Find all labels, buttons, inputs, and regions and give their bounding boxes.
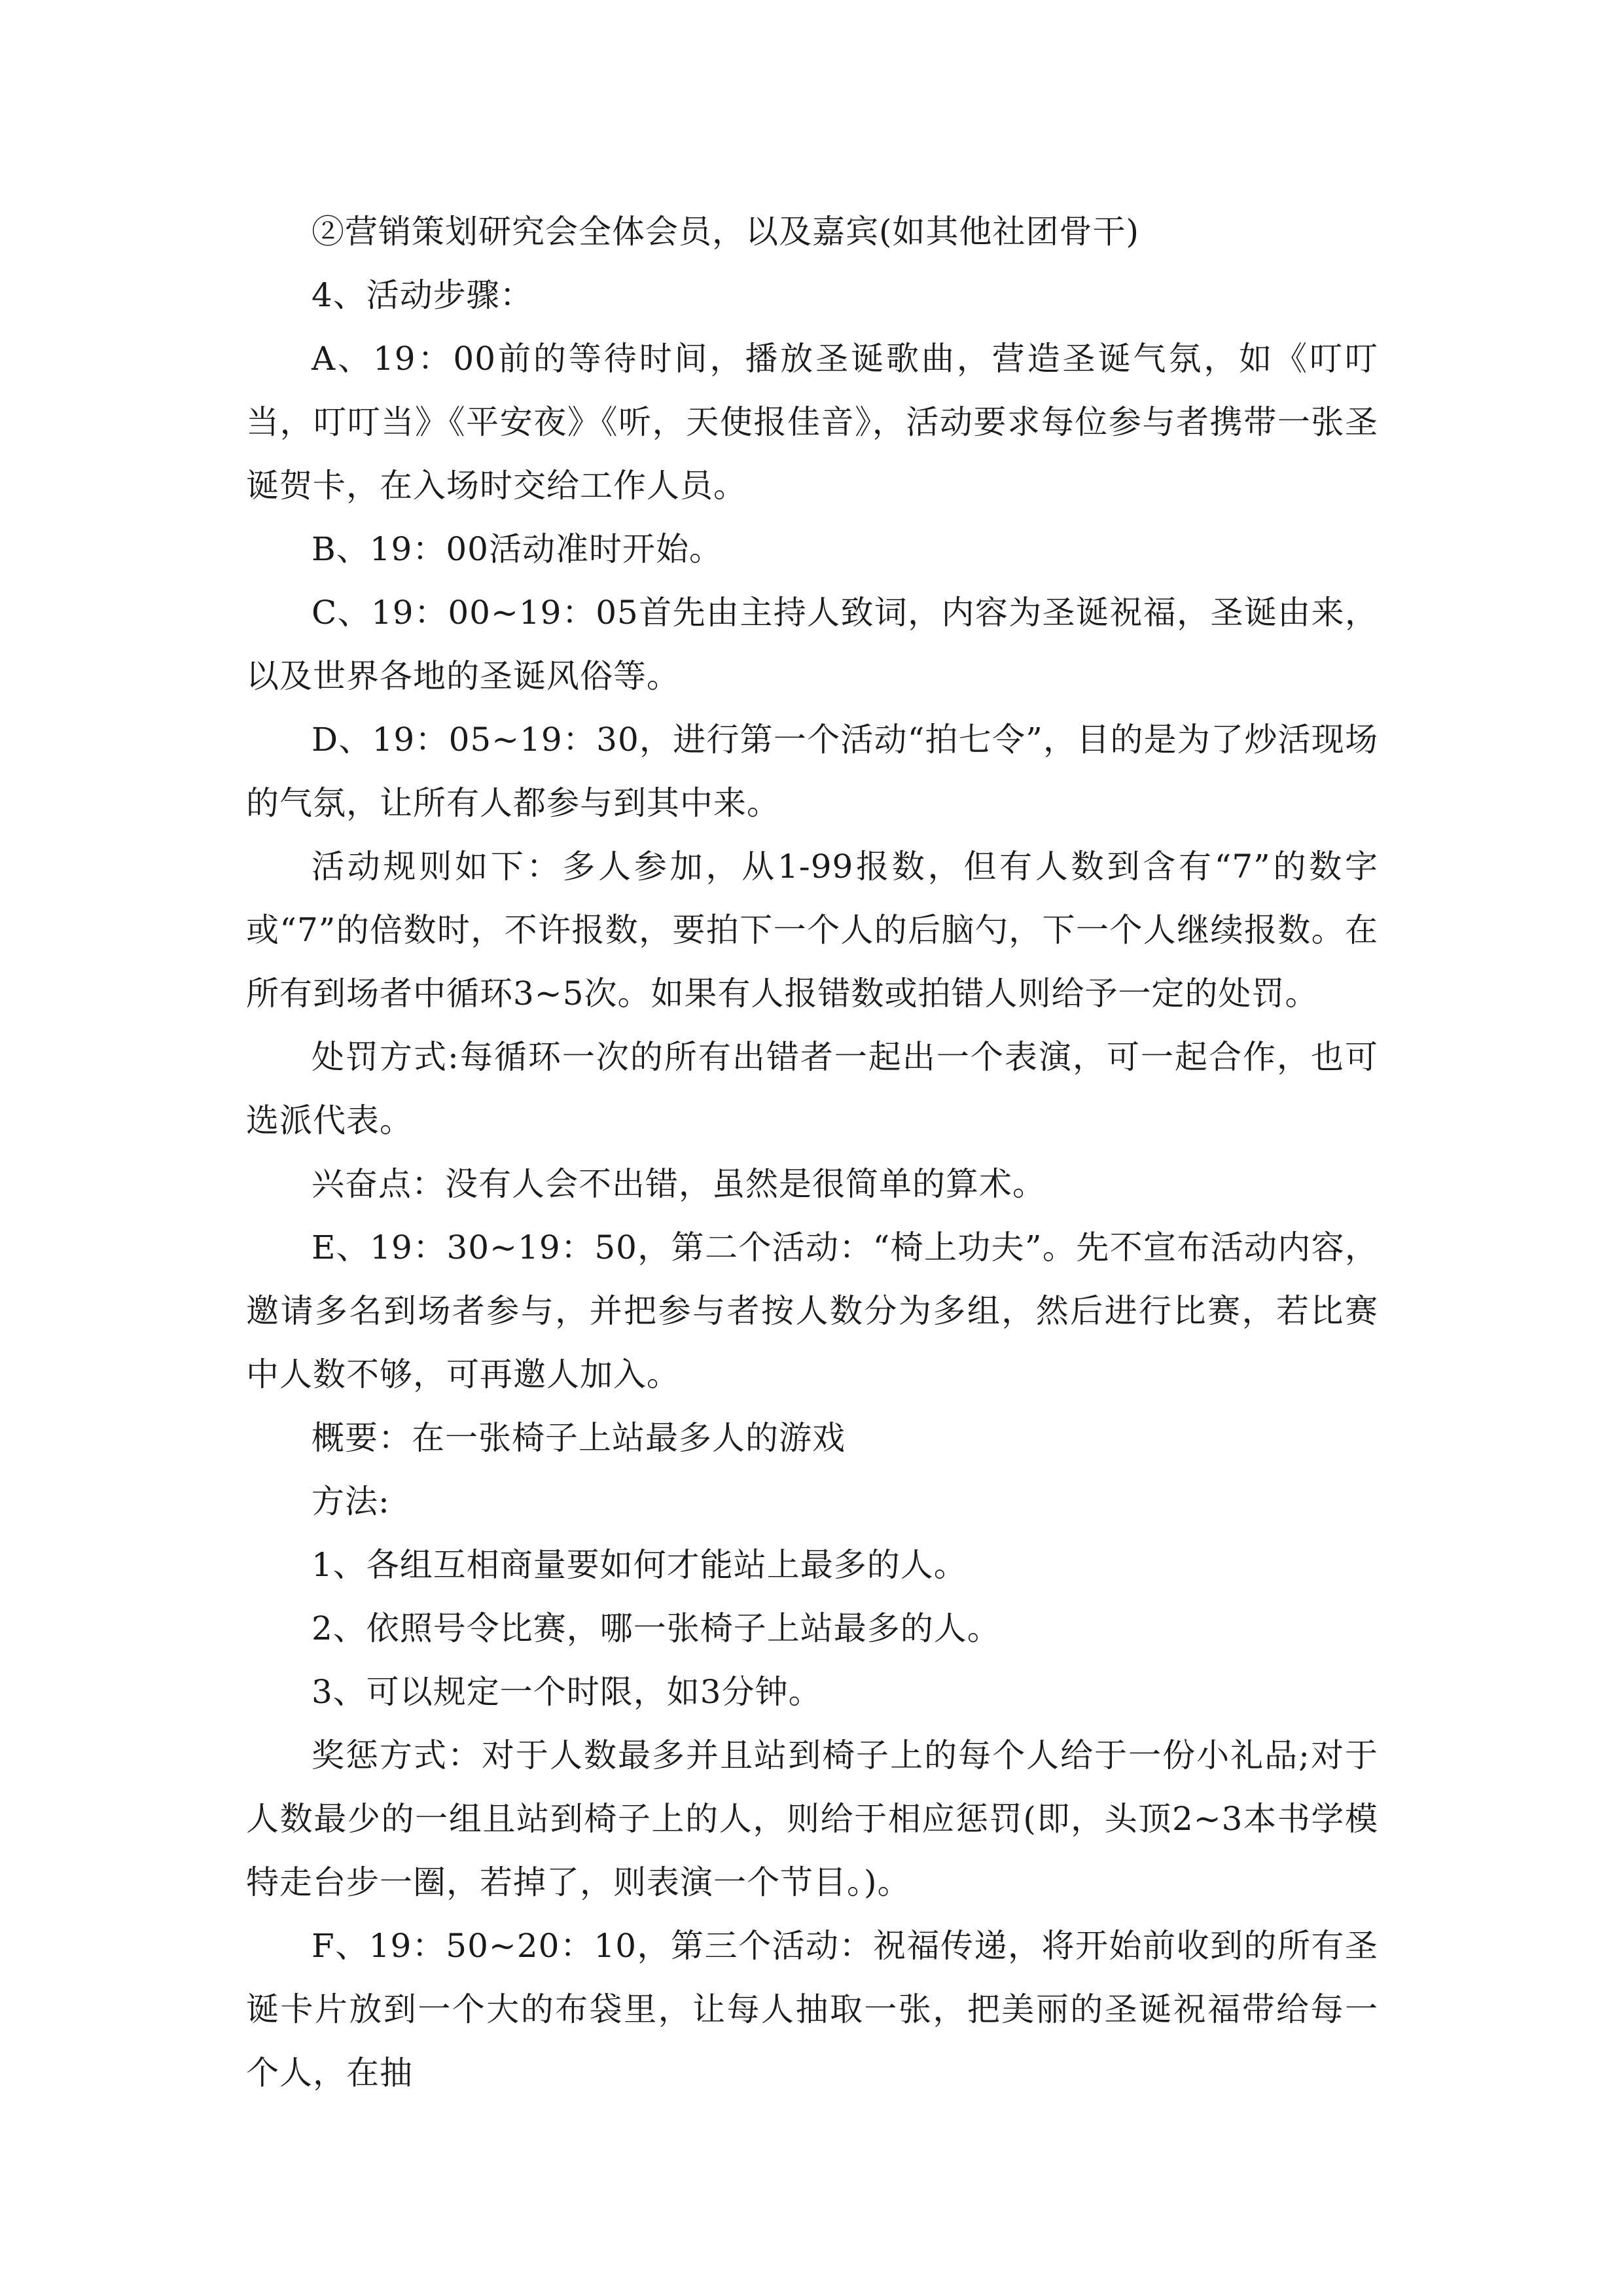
paragraph-method-1: 1、各组互相商量要如何才能站上最多的人。 (312, 1546, 967, 1584)
paragraph-method-heading: 方法: (312, 1482, 390, 1520)
paragraph-step-d: D、19：05~19：30，进行第一个活动“拍七令”，目的是为了炒活现场的气氛，让所有人都参与到其中来。 (246, 721, 1378, 822)
paragraph-method-3: 3、可以规定一个时限，如3分钟。 (312, 1673, 822, 1711)
paragraph-highlight: 兴奋点：没有人会不出错，虽然是很简单的算术。 (312, 1165, 1046, 1203)
paragraph-penalty: 处罚方式:每循环一次的所有出错者一起出一个表演，可一起合作，也可选派代表。 (246, 1038, 1378, 1139)
paragraph-summary: 概要：在一张椅子上站最多人的游戏 (312, 1419, 846, 1457)
paragraph-step-f: F、19：50~20：10，第三个活动：祝福传递，将开始前收到的所有圣诞卡片放到一个大的布袋里，让每人抽取一张，把美丽的圣诞祝福带给每一个人，在抽 (246, 1927, 1378, 2092)
paragraph-steps-heading: 4、活动步骤： (312, 276, 533, 314)
paragraph-step-e: E、19：30~19：50，第二个活动：“椅上功夫”。先不宣布活动内容，邀请多名到场者参与，并把参与者按人数分为多组，然后进行比赛，若比赛中人数不够，可再邀人加入。 (246, 1229, 1378, 1393)
document-body (246, 200, 1378, 2105)
paragraph-step-b: B、19：00活动准时开始。 (312, 530, 722, 568)
paragraph-method-2: 2、依照号令比赛，哪一张椅子上站最多的人。 (312, 1609, 1001, 1647)
paragraph-participants: ②营销策划研究会全体会员，以及嘉宾(如其他社团骨干) (312, 213, 1140, 251)
paragraph-step-a: A、19：00前的等待时间，播放圣诞歌曲，营造圣诞气氛，如《叮叮当，叮叮当》《平安夜》《听，天使报佳音》，活动要求每位参与者携带一张圣诞贺卡，在入场时交给工作人员。 (246, 340, 1378, 505)
paragraph-rules: 活动规则如下：多人参加，从1-99报数，但有人数到含有“7”的数字或“7”的倍数时，不许报数，要拍下一个人的后脑勺，下一个人继续报数。在所有到场者中循环3~5次。如果有人报错数或拍错人则给予一定的处罚。 (246, 848, 1378, 1013)
paragraph-rewards: 奖惩方式：对于人数最多并且站到椅子上的每个人给于一份小礼品;对于人数最少的一组且站到椅子上的人，则给于相应惩罚(即，头顶2~3本书学模特走台步一圈，若掉了，则表演一个节目。)。 (246, 1736, 1378, 1901)
paragraph-step-c: C、19：00~19：05首先由主持人致词，内容为圣诞祝福，圣诞由来，以及世界各地的圣诞风俗等。 (246, 594, 1378, 695)
